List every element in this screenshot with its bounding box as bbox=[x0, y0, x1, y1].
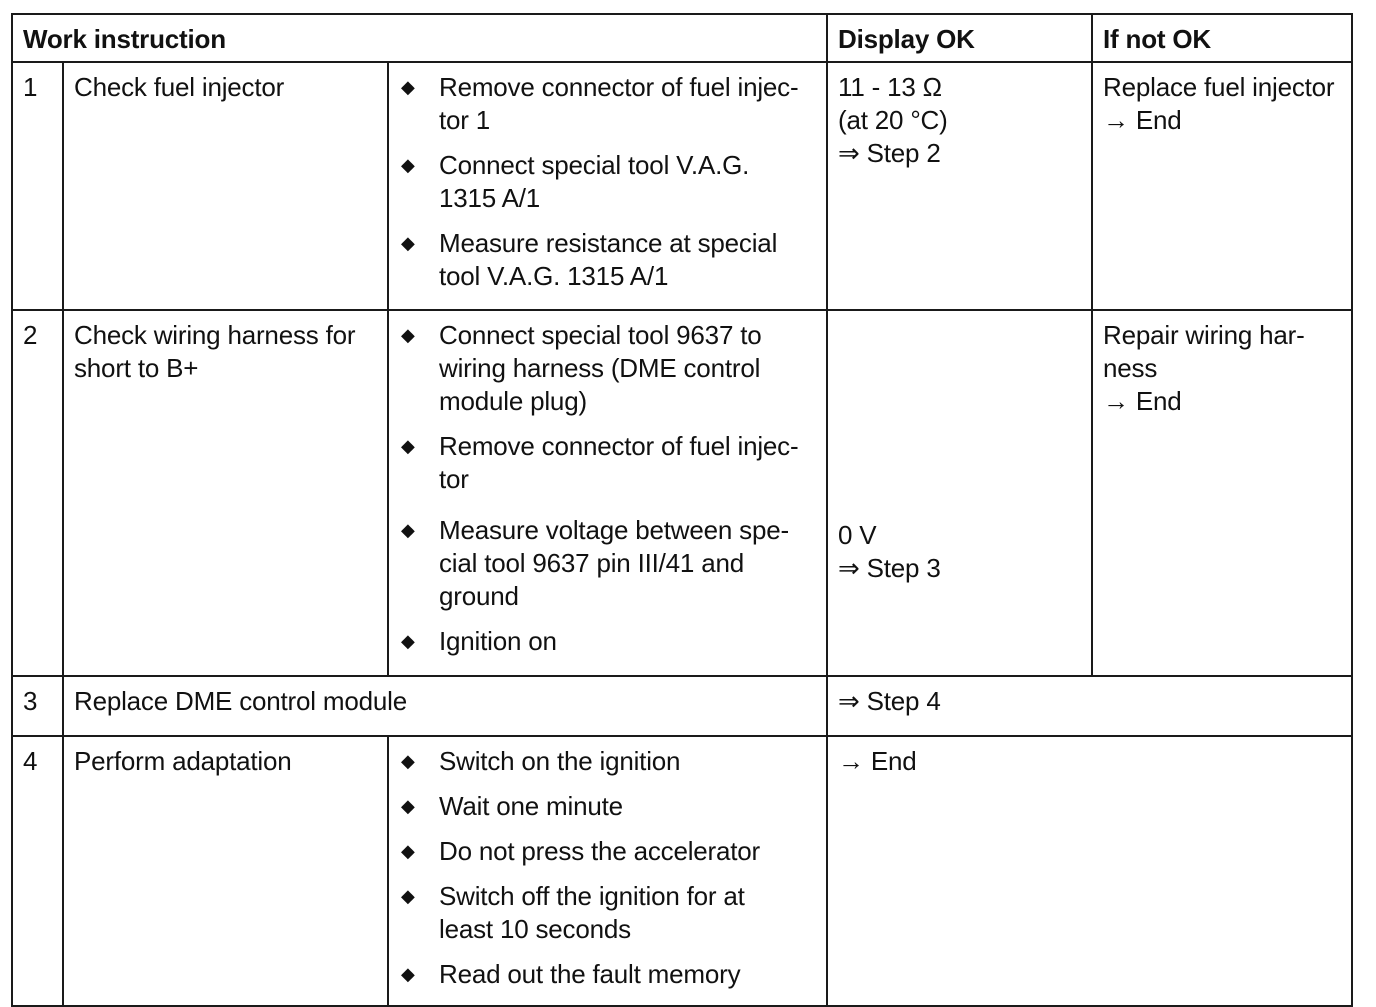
action-item: ◆ Remove connector of fuel injec- tor bbox=[401, 431, 799, 494]
header-if-not-ok: If not OK bbox=[1092, 14, 1352, 62]
table-row-step-4 bbox=[12, 736, 1352, 1006]
display-ok-value: → End bbox=[827, 736, 1352, 1006]
diamond-bullet-icon: ◆ bbox=[401, 436, 415, 456]
if-not-ok-value: Replace fuel injector → End bbox=[1092, 62, 1352, 310]
action-item: ◆ Measure resistance at special tool V.A.G. 1315 A/1 bbox=[401, 228, 778, 291]
table-row-step-2 bbox=[12, 310, 1352, 676]
if-not-ok-value: Repair wiring har- ness → End bbox=[1092, 310, 1352, 676]
step-number: 4 bbox=[12, 736, 63, 1006]
work-instruction-table-frame bbox=[11, 13, 1351, 989]
step-task: Check fuel injector bbox=[63, 62, 388, 310]
header-work-instruction: Work instruction bbox=[12, 14, 827, 62]
action-item: ◆ Remove connector of fuel injec- tor 1 bbox=[401, 72, 799, 135]
diamond-bullet-icon: ◆ bbox=[401, 155, 415, 175]
diamond-bullet-icon: ◆ bbox=[401, 964, 415, 984]
action-item: ◆ Measure voltage between spe- cial tool 9637 pin III/41 and ground bbox=[401, 515, 789, 611]
diamond-bullet-icon: ◆ bbox=[401, 233, 415, 253]
action-item: ◆ Switch off the ignition for at least 10 seconds bbox=[401, 881, 745, 944]
step-task: Replace DME control module bbox=[63, 676, 827, 736]
action-item: ◆ Connect special tool V.A.G. 1315 A/1 bbox=[401, 150, 750, 213]
step-number: 2 bbox=[12, 310, 63, 676]
display-ok-value: 11 - 13 Ω (at 20 °C) ⇒ Step 2 bbox=[827, 62, 1092, 310]
diamond-bullet-icon: ◆ bbox=[401, 841, 415, 861]
table-row-step-1 bbox=[12, 62, 1352, 310]
step-task: Check wiring harness for short to B+ bbox=[63, 310, 388, 676]
display-ok-value: ⇒ Step 4 bbox=[827, 676, 1352, 736]
action-item: ◆ Connect special tool 9637 to wiring harness (DME control module plug) bbox=[401, 320, 762, 416]
step-task: Perform adaptation bbox=[63, 736, 388, 1006]
table-row-step-3 bbox=[12, 676, 1352, 736]
diamond-bullet-icon: ◆ bbox=[401, 520, 415, 540]
step-actions bbox=[388, 736, 827, 1006]
step-actions bbox=[388, 310, 827, 676]
display-ok-value: 0 V ⇒ Step 3 bbox=[827, 310, 1092, 676]
table-header-row bbox=[12, 14, 1352, 62]
action-item: ◆ Do not press the accelerator bbox=[401, 836, 761, 866]
header-display-ok: Display OK bbox=[827, 14, 1092, 62]
diamond-bullet-icon: ◆ bbox=[401, 886, 415, 906]
work-instruction-table bbox=[11, 13, 1353, 1007]
action-item: ◆ Switch on the ignition bbox=[401, 746, 681, 776]
action-item: ◆ Ignition on bbox=[401, 626, 557, 656]
action-item: ◆ Wait one minute bbox=[401, 791, 623, 821]
action-item: ◆ Read out the fault memory bbox=[401, 959, 741, 989]
diamond-bullet-icon: ◆ bbox=[401, 631, 415, 651]
step-number: 3 bbox=[12, 676, 63, 736]
diamond-bullet-icon: ◆ bbox=[401, 77, 415, 97]
step-number: 1 bbox=[12, 62, 63, 310]
diamond-bullet-icon: ◆ bbox=[401, 325, 415, 345]
diamond-bullet-icon: ◆ bbox=[401, 751, 415, 771]
step-actions bbox=[388, 62, 827, 310]
diamond-bullet-icon: ◆ bbox=[401, 796, 415, 816]
